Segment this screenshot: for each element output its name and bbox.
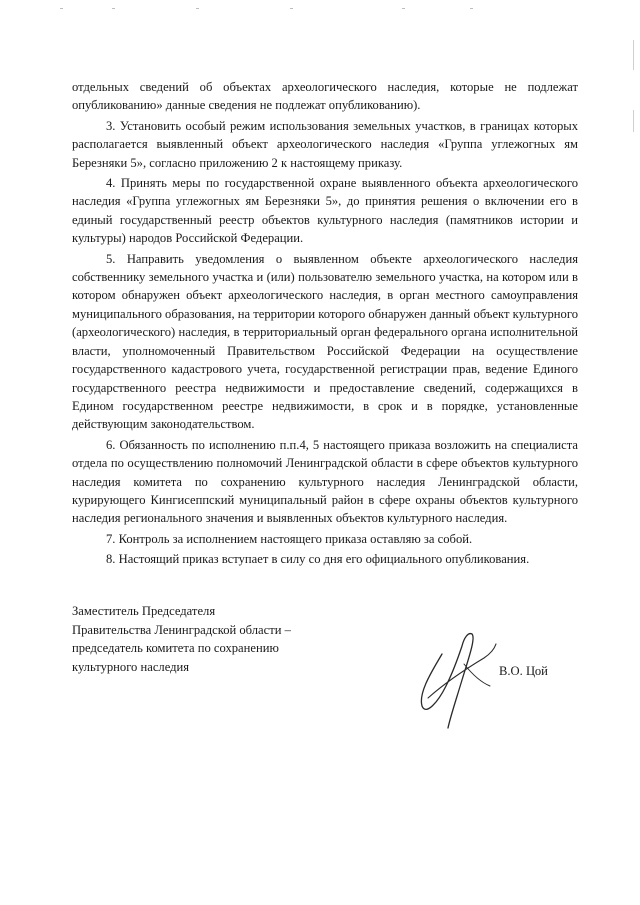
signatory-title-line: культурного наследия	[72, 659, 190, 674]
scan-artifacts	[0, 8, 640, 20]
scan-edge-mark	[633, 110, 634, 132]
paragraph-8: 8. Настоящий приказ вступает в силу со дня его официального опубликования.	[106, 552, 530, 567]
scan-dot	[290, 8, 293, 9]
signatory-title	[72, 602, 372, 676]
paragraph-5: 5. Направить уведомления о выявленном объекте археологического наследия собственнику земельного участка и (или) пользователю земельного участка, на котором или в котором обнаружен объект археологического наследия, в орган местного самоуправления муниципального образования, на территории которого обнаружен данный объект культурного (археологического) наследия, в территориальный орган федерального органа исполнительной власти, уполномоченный Правительством Российской Федерации на осуществление государственного кадастрового учета, государственной регистрации прав, ведение Единого государственного реестра недвижимости и предоставление сведений, содержащихся в Едином государственном реестре недвижимости, в срок и в порядке, установленные действующим законодательством.	[72, 251, 578, 432]
signatory-title-line: председатель комитета по сохранению	[72, 641, 279, 656]
scan-dot	[402, 8, 405, 9]
paragraph-continuation: отдельных сведений об объектах археологического наследия, которые не подлежат опубликованию» данные сведения не подлежат опубликованию).	[72, 80, 578, 113]
paragraph-4: 4. Принять меры по государственной охране выявленного объекта археологического наследия «Группа углежогных ям Березняки 5», до принятия решения о включении его в единый государственный реестр объектов культурного наследия (памятников истории и культуры) народов Российской Федерации.	[72, 176, 578, 246]
scan-dot	[196, 8, 199, 9]
scan-dot	[60, 8, 63, 9]
scan-dot	[470, 8, 473, 9]
handwritten-signature	[398, 624, 508, 732]
signatory-name: В.О. Цой	[499, 664, 548, 678]
signatory-title-line: Заместитель Председателя	[72, 604, 216, 618]
scan-dot	[112, 8, 115, 9]
scan-edge-mark	[633, 40, 634, 70]
paragraph-3: 3. Установить особый режим использования земельных участков, в границах которых располагается выявленный объект археологического наследия «Группа углежогных ям Березняки 5», согласно приложению 2 к настоящему приказу.	[72, 118, 578, 170]
paragraph-7: 7. Контроль за исполнением настоящего приказа оставляю за собой.	[106, 531, 473, 546]
signatory-title-line: Правительства Ленинградской области –	[72, 622, 291, 637]
paragraph-6: 6. Обязанность по исполнению п.п.4, 5 настоящего приказа возложить на специалиста отдела по осуществлению полномочий Ленинградской области в сфере объектов культурного наследия комитета по сохранению культурного наследия Ленинградской области, курирующего Кингисеппский муниципальный район в сфере охраны объектов культурного наследия регионального значения и выявленных объектов культурного наследия.	[72, 437, 578, 526]
document-body	[72, 78, 578, 569]
